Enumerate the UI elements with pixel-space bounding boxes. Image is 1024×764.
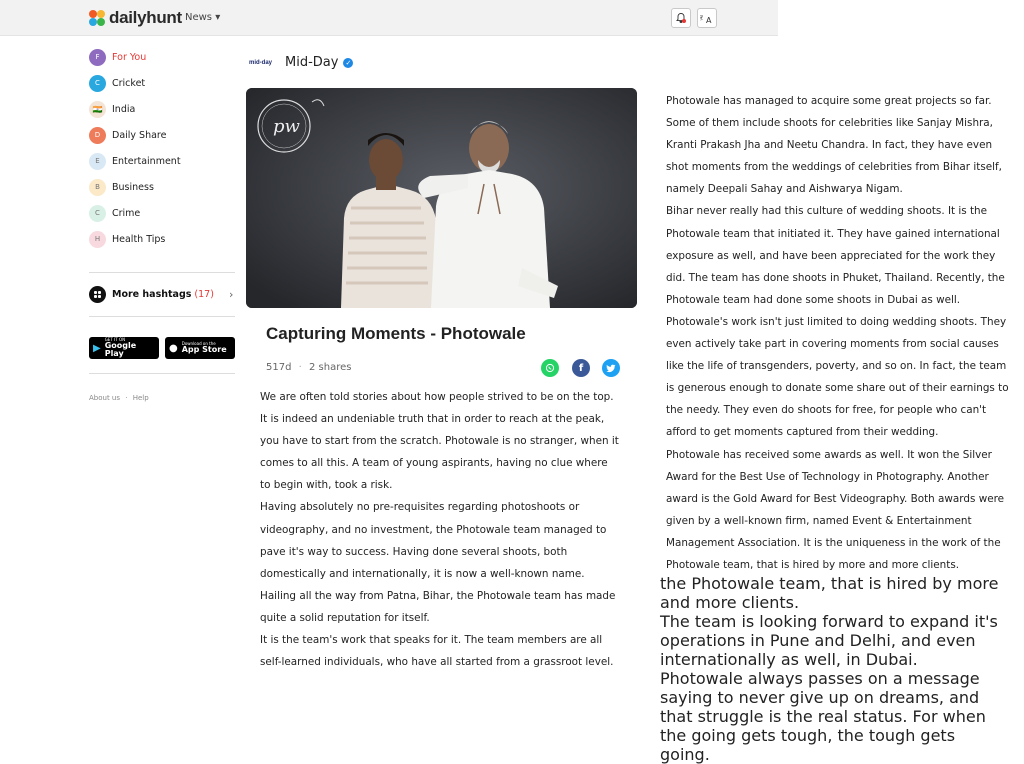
app-store-button[interactable] xyxy=(165,337,235,359)
sidebar-item-label: For You xyxy=(112,51,147,63)
article-paragraph: It is the team's work that speaks for it. The team members are all self-learned individuals, who have all started from a grassroot level. xyxy=(260,634,614,669)
sidebar-item-icon: D xyxy=(89,127,106,144)
share-count: 2 shares xyxy=(309,362,352,373)
google-play-button[interactable] xyxy=(89,337,159,359)
article-age: 517d xyxy=(266,362,292,373)
apple-icon: ● xyxy=(169,342,178,354)
article-paragraph: Photowale has managed to acquire some great projects so far. Some of them include shoots for celebrities like Sanjay Mishra, Kranti Prakash Jha and Neetu Chandra. In fact, they have even shot moments from the weddings of celebrities from Bihar itself, namely Deepali Sahay and Aishwarya Nigam. xyxy=(666,95,1002,196)
google-play-small: GET IT ON xyxy=(104,337,126,342)
sidebar-item-icon: H xyxy=(89,231,106,248)
footer-links xyxy=(89,394,239,402)
footer-separator: · xyxy=(125,394,128,402)
google-play-label: Google Play xyxy=(104,341,137,358)
sidebar xyxy=(89,44,239,402)
sidebar-item-label: Crime xyxy=(112,207,141,219)
sidebar-item-entertainment[interactable] xyxy=(89,148,239,174)
source-name: Mid-Day xyxy=(285,55,339,70)
svg-text:A: A xyxy=(706,16,712,24)
sidebar-item-business[interactable] xyxy=(89,174,239,200)
dailyhunt-logo[interactable] xyxy=(89,8,182,28)
article-meta xyxy=(266,362,351,373)
app-store-label: App Store xyxy=(181,345,227,354)
sidebar-divider xyxy=(89,373,235,374)
article-paragraph: Photowale's work isn't just limited to doing wedding shoots. They even actively take part in covering moments from social causes like the life of transgenders, poverty, and so on. In fact, the team is generous enough to donate some share out of their earnings to the needy. They even do shoots for free, for people who can't afford to get moments captured from their wedding. xyxy=(666,315,1009,439)
article-body-right-continued xyxy=(660,574,1005,764)
sidebar-item-crime[interactable] xyxy=(89,200,239,226)
sidebar-item-label: Cricket xyxy=(112,77,146,89)
article-paragraph: Photowale has received some awards as well. It won the Silver Award for the Best Use of Technology in Photography. Another award is the Gold Award for Best Videography. Both awards were given by a well-known firm, named Event & Entertainment Management Association. It is the uniqueness in the work of the Photowale team, that is hired by more and more clients. xyxy=(666,448,1005,571)
sidebar-divider xyxy=(89,316,235,317)
meta-separator: · xyxy=(298,362,302,373)
svg-text:ऱ: ऱ xyxy=(700,14,703,22)
grid-icon xyxy=(89,286,106,303)
news-menu-button[interactable]: News ▾ xyxy=(185,12,221,23)
article-body-left xyxy=(260,386,620,673)
chevron-right-icon: › xyxy=(229,288,234,301)
sidebar-item-icon: 🇮🇳 xyxy=(89,101,106,118)
sidebar-item-india[interactable] xyxy=(89,96,239,122)
hero-photo xyxy=(246,88,637,308)
sidebar-item-health-tips[interactable] xyxy=(89,226,239,252)
sidebar-item-cricket[interactable] xyxy=(89,70,239,96)
more-hashtags-label: More hashtags (17) xyxy=(112,288,214,300)
help-link[interactable]: Help xyxy=(132,394,149,402)
hashtags-count: (17) xyxy=(194,288,214,300)
article-paragraph: Bihar never really had this culture of wedding shoots. It is the Photowale team that initiated it. They have gained international exposure as well, and have been appreciated for the work they did. The team has done shoots in Phuket, Thailand. Recently, the Photowale team had done some shoots in Dubai as well. xyxy=(666,205,1005,306)
brand-name: dailyhunt xyxy=(109,8,182,27)
article-paragraph: the Photowale team, that is hired by more and more clients. xyxy=(660,574,999,612)
sidebar-item-daily-share[interactable] xyxy=(89,122,239,148)
logo-icon xyxy=(89,10,106,27)
article-body-right xyxy=(666,90,1011,576)
about-us-link[interactable]: About us xyxy=(89,394,121,402)
watermark-text: pw xyxy=(273,116,300,137)
translate-icon[interactable] xyxy=(697,8,717,28)
article-paragraph: The team is looking forward to expand it's operations in Pune and Delhi, and even internationally as well, in Dubai. Photowale always passes on a message saying to never give up on dreams, and that struggle is the real status. For when the going gets tough, the tough gets going. xyxy=(660,612,998,764)
app-store-small: Download on the xyxy=(181,341,216,346)
app-store-links xyxy=(89,337,239,359)
sidebar-list xyxy=(89,44,239,252)
sidebar-item-label: Entertainment xyxy=(112,155,181,167)
more-hashtags-button[interactable] xyxy=(89,282,239,306)
source-logo: mid-day xyxy=(249,59,273,66)
sidebar-item-for-you[interactable] xyxy=(89,44,239,70)
facebook-icon[interactable]: f xyxy=(572,359,590,377)
article-source[interactable] xyxy=(249,55,353,70)
article-title: Capturing Moments - Photowale xyxy=(266,324,526,343)
sidebar-item-icon: C xyxy=(89,205,106,222)
sidebar-item-icon: C xyxy=(89,75,106,92)
sidebar-item-label: Daily Share xyxy=(112,129,167,141)
sidebar-item-label: Health Tips xyxy=(112,233,166,245)
sidebar-item-label: India xyxy=(112,103,136,115)
google-play-icon: ▶ xyxy=(93,342,101,354)
sidebar-item-icon: E xyxy=(89,153,106,170)
twitter-icon[interactable] xyxy=(602,359,620,377)
article-paragraph: Having absolutely no pre-requisites regarding photoshoots or videography, and no investment, the Photowale team managed to pave it's way to success. Having done several shoots, both domestically and internationally, it is now a well-known name. Hailing all the way from Patna, Bihar, the Photowale team has made quite a solid reputation for itself. xyxy=(260,501,616,624)
verified-icon: ✓ xyxy=(343,58,353,68)
sidebar-item-icon: F xyxy=(89,49,106,66)
sidebar-item-icon: B xyxy=(89,179,106,196)
article-paragraph: We are often told stories about how people strived to be on the top. It is indeed an undeniable truth that in order to reach at the peak, you have to start from the scratch. Photowale is no stranger, when it comes to all this. A team of young aspirants, having no clue where to begin with, took a risk. xyxy=(260,391,619,492)
whatsapp-icon[interactable] xyxy=(541,359,559,377)
sidebar-item-label: Business xyxy=(112,181,154,193)
top-bar xyxy=(0,0,1024,36)
article-hero-image xyxy=(246,88,637,308)
bell-icon[interactable] xyxy=(671,8,691,28)
sidebar-divider xyxy=(89,272,235,273)
